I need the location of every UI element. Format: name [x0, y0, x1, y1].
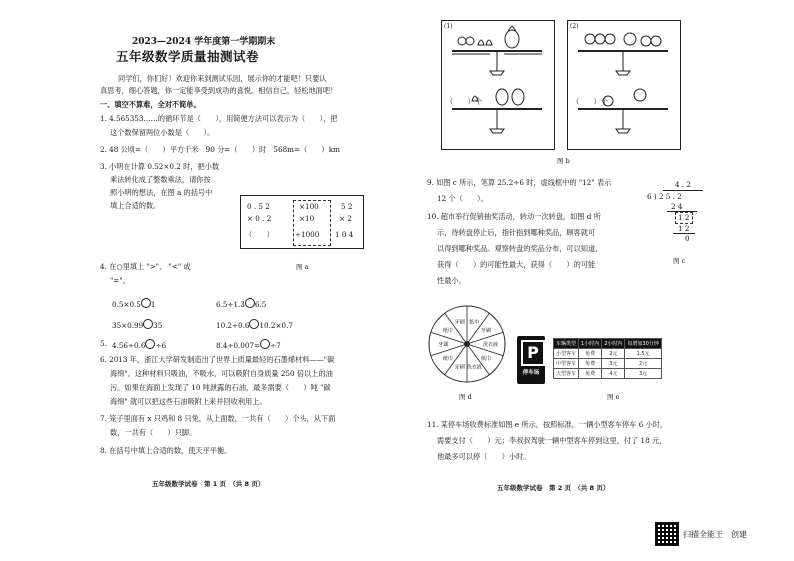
fig-a-mid-3: ÷1000 — [295, 230, 320, 239]
q11-line-2: 需要支付（ ）元；李叔叔驾驶一辆中型客车停到这里，付了 18 元， — [437, 436, 667, 445]
q2: 2. 48 公顷=（ ）平方千米 90 分=（ ）时 568m=（ ）km — [100, 145, 340, 154]
section-heading: 一、填空不算难，全对不简单。 — [100, 100, 201, 109]
wheel-pointer-icon — [464, 341, 470, 347]
fig-c-row-3: 2 4 — [671, 202, 683, 211]
fig-a-mid-2: ×10 — [299, 214, 315, 223]
fig-a-left-1: 0 . 5 2 — [247, 202, 270, 211]
parking-fee-table — [553, 338, 662, 379]
q10-line-4: 获得（ ）的可能性最大，获得（ ）的可能 — [437, 260, 596, 269]
figure-c — [645, 180, 705, 252]
q1-line-1: 1. 4.565353……的循环节是（ ），用简便方法可以表示为（ ），把 — [100, 114, 338, 123]
table-cell: 2元 — [625, 359, 661, 369]
scanner-watermark: 扫描全能王 创建 — [683, 530, 747, 539]
fig-a-right-3: 1 0 4 — [335, 230, 354, 239]
cmp-2b: 10.2÷0.6 10.2×0.7 — [216, 321, 293, 330]
table-cell: 大型客车 — [554, 369, 579, 379]
fig-b-blank-2: （ ）个 — [572, 97, 608, 106]
qr-code-icon — [655, 522, 679, 546]
prize-wheel — [427, 304, 507, 384]
table-cell: 免费 — [579, 349, 602, 359]
table-cell: 小型客车 — [554, 349, 579, 359]
table-cell: 1.5元 — [625, 349, 661, 359]
balance-scales-1-icon — [442, 21, 554, 149]
parking-sign — [517, 336, 545, 384]
fig-c-quotient: 4 . 2 — [675, 180, 691, 189]
fig-a-right-1: 5 2 — [341, 202, 353, 211]
table-row — [554, 349, 662, 359]
wheel-segment-label: 洗衣液 — [483, 342, 499, 348]
parking-sign-text: 停车场 — [522, 370, 540, 376]
q3-line-4: 填上合适的数。 — [110, 201, 161, 210]
figure-a — [240, 195, 364, 249]
wheel-segment-label: 牙刷 — [454, 319, 465, 326]
q11-line-3: 他最多可以停（ ）小时。 — [437, 452, 531, 461]
fig-d-caption: 图 d — [459, 393, 472, 401]
cmp-1a: 0.5×0.5 1 — [112, 300, 156, 309]
q8: 8. 在括号中填上合适的数，使天平平衡。 — [100, 446, 232, 455]
fig-c-caption: 图 c — [673, 257, 686, 265]
q1-line-2: 这个数保留两位小数是（ ）。 — [110, 128, 215, 137]
q11-line-1: 11. 某停车场收费标准如图 e 所示，按照标准，一辆小型客车停车 6 小时， — [427, 420, 668, 429]
cmp-2a: 35×0.99 35 — [112, 321, 163, 330]
fig-c-dividend: 6 ) 2 5 . 2 — [647, 192, 682, 201]
fig-b-label-1: (1) — [444, 23, 453, 30]
page-1-footer: 五年级数学试卷 第 1 页 （共 8 页） — [152, 480, 265, 488]
q6-line-3: 污。如果在海面上发现了 10 吨泄露的石油，最多需要（ ）吨 "碳 — [110, 383, 331, 392]
figure-b-panel-1 — [441, 20, 555, 150]
parking-p-icon: P — [521, 340, 545, 366]
table-cell: 中型客车 — [554, 359, 579, 369]
wheel-segment-label: 纸巾 — [481, 355, 492, 362]
q7-line-1: 7. 笼子里面有 x 只鸡和 8 只兔，从上面数，一共有（ ）个头，从下面 — [100, 414, 336, 423]
table-cell: 4元 — [602, 369, 625, 379]
wheel-segment-label: 纸巾 — [442, 328, 453, 335]
table-header-cell: 2小时内 — [602, 339, 625, 349]
table-cell: 3元 — [625, 369, 661, 379]
fig-c-row-4: 1 2 — [678, 213, 690, 222]
balance-scales-2-icon — [568, 21, 680, 149]
cmp-3a: 4.56÷0.6 ÷6 — [112, 341, 167, 350]
fig-a-caption: 图 a — [296, 263, 309, 271]
q6-line-4: 海绵" 就可以把这些石油吸附上来并回收利用上。 — [110, 397, 267, 406]
fig-b-label-2: (2) — [570, 23, 579, 30]
exam-title-year: 2023—2024 学年度第一学期期末 — [132, 37, 276, 47]
fig-a-mid-1: ×100 — [299, 202, 319, 211]
q7-line-2: 数，一共有（ ）只脚。 — [110, 428, 197, 437]
wheel-segment-label: 纸巾 — [469, 319, 480, 326]
q3-line-2: 乘法转化成了整数乘法，请你按 — [110, 175, 211, 184]
fig-b-blank-1: （ ）个 — [446, 97, 482, 106]
table-cell: 3元 — [602, 359, 625, 369]
table-header-cell: 1小时内 — [579, 339, 602, 349]
fig-a-left-3: （ ） — [245, 230, 274, 239]
q9-line-1: 9. 如图 c 所示，笔算 25.2÷6 时，虚线框中的 "12" 表示 — [427, 178, 612, 187]
fig-a-left-2: × 0 . 2 — [247, 214, 272, 223]
exam-page-2 — [397, 0, 794, 561]
q3-line-1: 3. 小明在计算 0.52×0.2 时，把小数 — [100, 162, 220, 171]
intro-line-1: 同学们，你们好！欢迎你来到测试乐园，展示你的才能吧！只要认 — [118, 74, 327, 83]
table-header-cell: 车辆类型 — [554, 339, 579, 349]
wheel-divider — [431, 344, 467, 356]
wheel-segment-label: 牙刷 — [454, 364, 465, 371]
q9-line-2: 12 个（ ）。 — [437, 194, 488, 203]
page-2-footer: 五年级数学试卷 第 2 页 （共 8 页） — [497, 484, 610, 492]
wheel-segment-label: 洗衣液 — [466, 364, 482, 371]
figure-b-panel-2 — [567, 20, 681, 150]
q10-line-1: 10. 超市举行促销抽奖活动，转动一次转盘，如图 d 所 — [427, 212, 601, 221]
table-row — [554, 359, 662, 369]
fig-a-right-2: × 2 — [339, 214, 352, 223]
fig-b-caption: 图 b — [557, 157, 570, 165]
q4-line-2: "="。 — [110, 276, 130, 285]
wheel-segment-label: 牙刷 — [481, 328, 492, 335]
q10-line-3: 以得到哪种奖品。观察转盘的奖品分布，可以知道， — [437, 244, 603, 253]
wheel-segment-label: 牙刷 — [438, 342, 449, 348]
q6-line-1: 6. 2013 年，浙江大学研发制造出了世界上质量最轻的石墨烯材料——"碳 — [100, 355, 335, 364]
fig-c-row-5: 1 2 — [678, 224, 690, 233]
q5-label: 5. — [100, 339, 107, 348]
wheel-segment-label: 纸巾 — [442, 355, 453, 362]
table-header-cell: 每增加30分钟 — [625, 339, 661, 349]
q4-line-1: 4. 在○里填上 ">"、 "<" 或 — [100, 262, 191, 271]
table-row — [554, 369, 662, 379]
fig-e-caption: 图 e — [607, 393, 620, 401]
table-cell: 2元 — [602, 349, 625, 359]
q10-line-2: 示，待转盘停止后，指针指到哪种奖品，顾客就可 — [437, 228, 596, 237]
exam-title: 五年级数学质量抽测试卷 — [116, 49, 260, 64]
q3-line-3: 照小明的想法，在图 a 的括号中 — [110, 188, 213, 197]
fig-c-row-6: 0 — [685, 234, 690, 243]
cmp-1b: 6.5÷1.3 6.5 — [216, 300, 267, 309]
q6-line-2: 海绵"。这种材料只吸油，不吸水，可以吸附自身质量 250 倍以上的油 — [110, 369, 333, 378]
cmp-3b: 8.4÷0.007= ÷7 — [216, 341, 281, 350]
table-cell: 免费 — [579, 359, 602, 369]
q10-line-5: 性最小。 — [437, 276, 466, 285]
table-cell: 免费 — [579, 369, 602, 379]
intro-line-2: 真思考，细心答题，你一定能享受到成功的喜悦。相信自己，轻松地面吧！ — [100, 86, 338, 95]
